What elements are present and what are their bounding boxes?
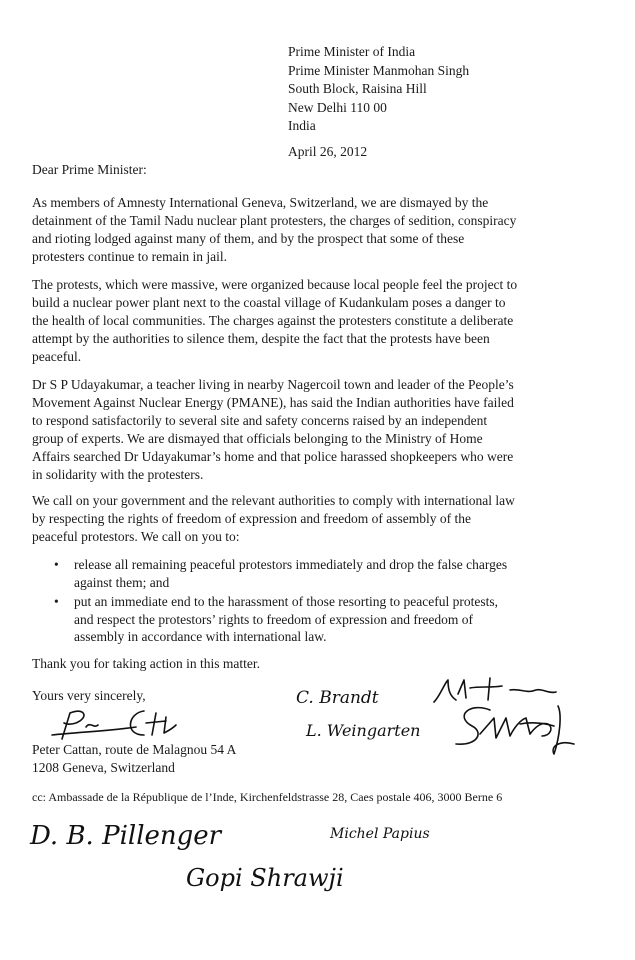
svg-text:D. B. Pillenger: D. B. Pillenger: [30, 821, 222, 851]
paragraph-line: in solidarity with the protesters.: [32, 467, 204, 482]
paragraph-2: [32, 276, 592, 366]
svg-text:C. Brandt: C. Brandt: [296, 688, 379, 708]
svg-text:Michel Papius: Michel Papius: [330, 826, 430, 842]
demands-list: [32, 556, 592, 648]
paragraph-line: attempt by the authorities to silence them, despite the fact that the protests have been: [32, 331, 490, 346]
paragraph-line: We call on your government and the relevant authorities to comply with international law: [32, 493, 515, 508]
signature-bottom-center: [186, 852, 346, 902]
paragraph-line: As members of Amnesty International Geneva, Switzerland, we are dismayed by the: [32, 195, 489, 210]
recipient-line: New Delhi 110 00: [288, 99, 387, 115]
letter-date: April 26, 2012: [288, 144, 368, 159]
signature-peter-cattan: [40, 705, 190, 745]
paragraph-line: Affairs searched Dr Udayakumar’s home and that police harassed shopkeepers who were: [32, 449, 514, 464]
list-item-line: put an immediate end to the harassment of those resorting to peaceful protests,: [74, 594, 499, 609]
closing: Yours very sincerely,: [32, 688, 146, 703]
list-item: [32, 556, 592, 591]
svg-text:L. Weingarten: L. Weingarten: [306, 721, 421, 740]
paragraph-1: [32, 194, 592, 266]
svg-text:Gopi Shrawji: Gopi Shrawji: [186, 864, 344, 892]
paragraph-line: group of experts. We are dismayed that officials belonging to the Ministry of Home: [32, 431, 483, 446]
signer-name-address: Peter Cattan, route de Malagnou 54 A: [32, 742, 237, 757]
list-item-line: assembly in accordance with international law.: [74, 629, 327, 644]
paragraph-line: and rioting lodged against many of them, and by the prospect that some of these: [32, 231, 465, 246]
recipient-line: India: [288, 118, 316, 133]
bullet-marker: •: [54, 557, 59, 572]
list-item-line: and respect the protestors’ rights to freedom of expression and freedom of: [74, 611, 473, 627]
recipient-line: South Block, Raisina Hill: [288, 81, 427, 96]
recipient-line: Prime Minister Manmohan Singh: [288, 62, 470, 78]
signature-large-scribble: [450, 700, 580, 760]
paragraph-line: to respond satisfactorily to several site and safety concerns raised by an independent: [32, 413, 488, 428]
paragraph-line: build a nuclear power plant next to the coastal village of Kudankulam poses a danger to: [32, 295, 506, 310]
salutation: Dear Prime Minister:: [32, 162, 147, 177]
signature-l-weingarten: [306, 714, 446, 744]
paragraph-line: peaceful protestors. We call on you to:: [32, 529, 240, 544]
paragraph-line: Dr S P Udayakumar, a teacher living in nearby Nagercoil town and leader of the People’s: [32, 377, 514, 392]
thanks-line: Thank you for taking action in this matter.: [32, 656, 260, 671]
list-item: [32, 593, 592, 646]
recipient-line: Prime Minister of India: [288, 44, 416, 59]
cc-line: cc: Ambassade de la République de l’Inde, Kirchenfeldstrasse 28, Caes postale 406, 3000 Berne 6: [32, 790, 503, 804]
paragraph-3: [32, 376, 592, 484]
bullet-marker: •: [54, 594, 59, 609]
paragraph-line: peaceful.: [32, 349, 82, 364]
signature-c-brandt: [296, 684, 396, 710]
paragraph-4: [32, 492, 592, 546]
paragraph-line: detainment of the Tamil Nadu nuclear plant protesters, the charges of sedition, conspiracy: [32, 213, 517, 228]
paragraph-line: by respecting the rights of freedom of expression and freedom of assembly of the: [32, 511, 471, 526]
paragraph-line: the health of local communities. The charges against the protesters constitute a deliberate: [32, 313, 514, 328]
list-item-line: release all remaining peaceful protestors immediately and drop the false charges: [74, 557, 508, 572]
signer-block: [32, 741, 236, 777]
paragraph-line: Movement Against Nuclear Energy (PMANE), has said the Indian authorities have failed: [32, 395, 514, 410]
recipient-address: [288, 43, 469, 136]
paragraph-line: protesters continue to remain in jail.: [32, 249, 227, 264]
signer-city: 1208 Geneva, Switzerland: [32, 760, 175, 775]
signature-michel-papius: [330, 818, 450, 848]
paragraph-line: The protests, which were massive, were organized because local people feel the project to: [32, 277, 518, 292]
list-item-line: against them; and: [74, 574, 170, 590]
